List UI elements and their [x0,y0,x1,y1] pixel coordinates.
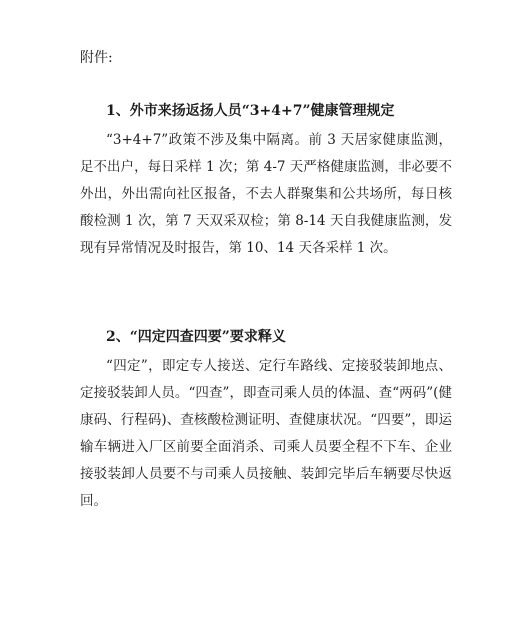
section-health-management [80,101,452,262]
section-paragraph: “四定”，即定专人接送、定行车路线、定接驳装卸地点、定接驳装卸人员。“四查”，即查司乘人员的体温、查“两码”(健康码、行程码)、查核酸检测证明、查健康状况。“四要”，即运输车辆进入厂区前要全面消杀、司乘人员要全程不下车、企业接驳装卸人员要不与司乘人员接触、装卸完毕后车辆要尽快返回。 [80,358,452,509]
section-four-requirements [80,327,452,515]
section-heading: 1、外市来扬返扬人员“3+4+7”健康管理规定 [106,103,395,119]
section-heading: 2、“四定四查四要”要求释义 [106,329,286,345]
section-paragraph: “3+4+7”政策不涉及集中隔离。前 3 天居家健康监测，足不出户，每日采样 1 次；第 4-7 天严格健康监测，非必要不外出，外出需向社区报备，不去人群聚集和公共场所，每日核酸检测 1 次，第 7 天双采双检；第 8-14 天自我健康监测，发现有异常情况及时报告，第 10、14 天各采样 1 次。 [80,132,452,256]
attachment-label: 附件: [80,50,113,66]
